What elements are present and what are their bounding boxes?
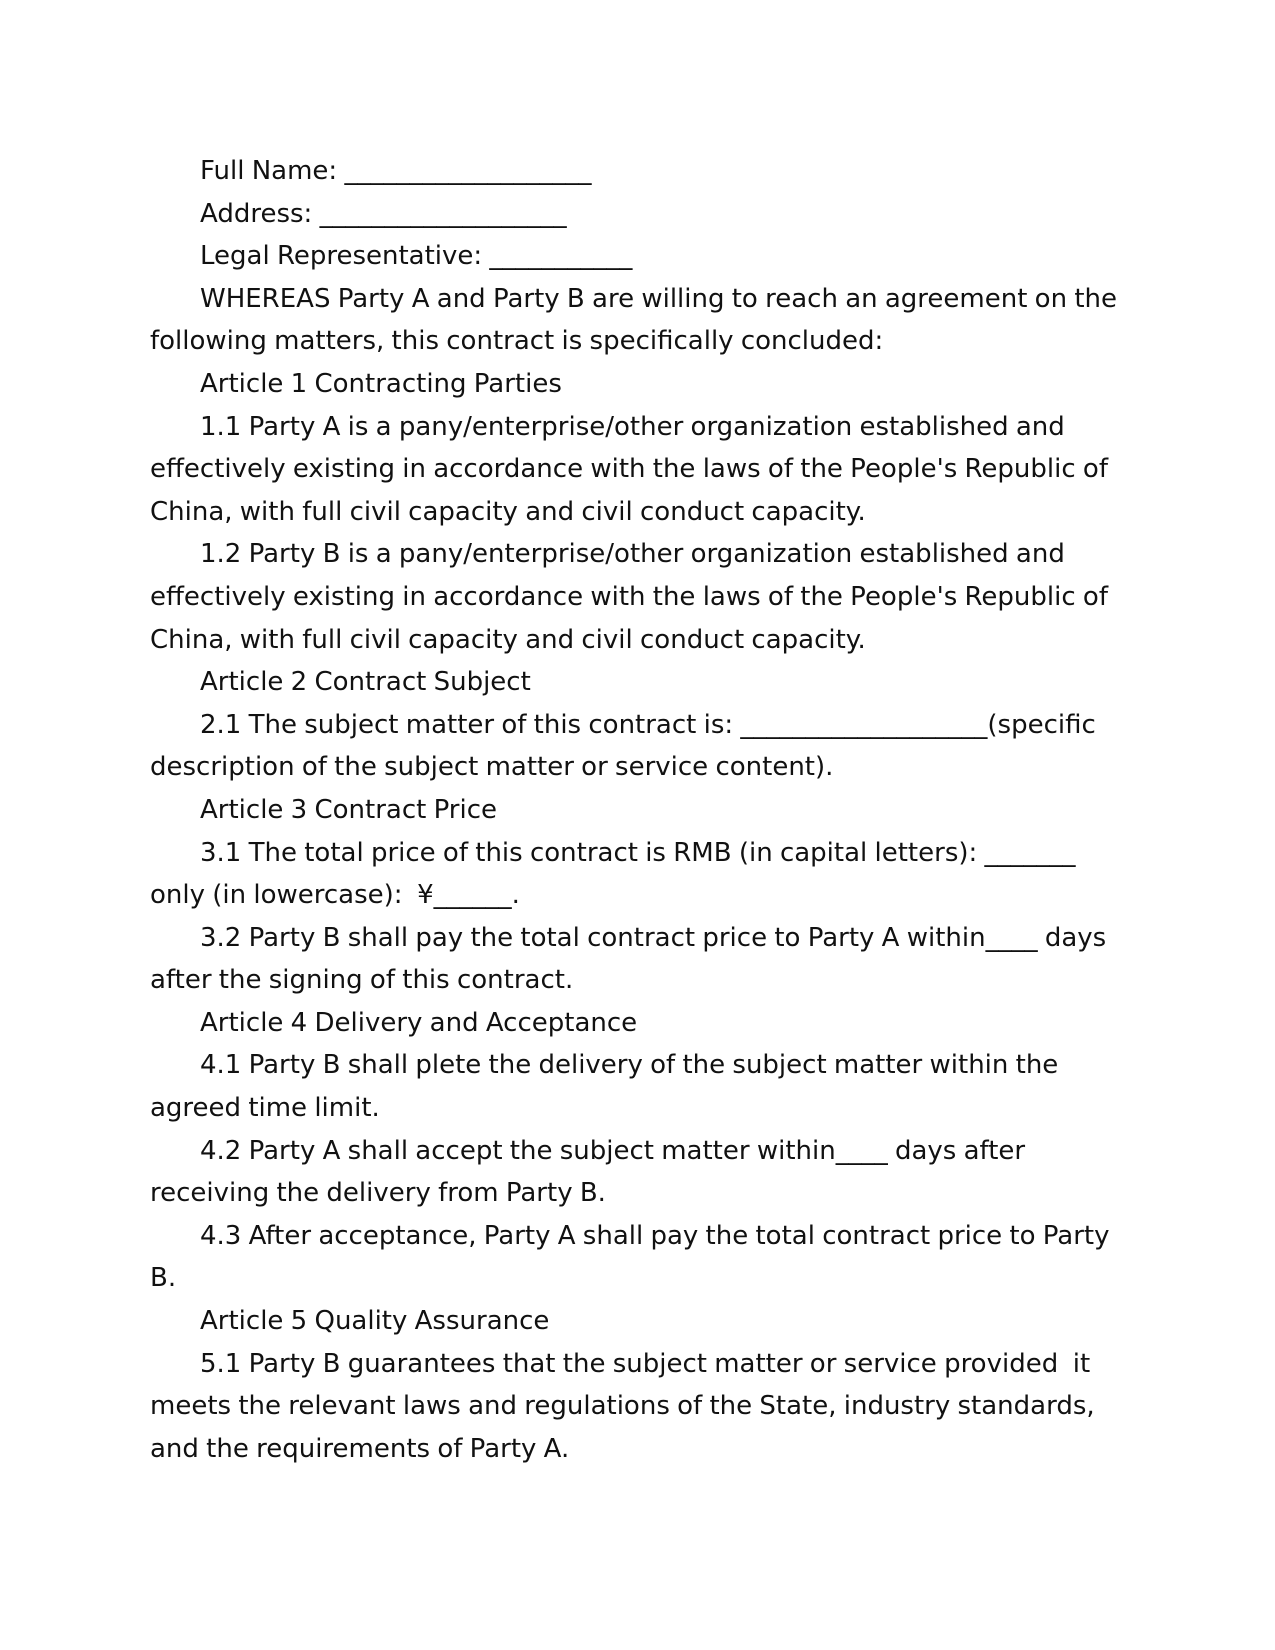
clause-3-2: 3.2 Party B shall pay the total contract price to Party A within____ days after the signing of this contract. — [150, 922, 1114, 996]
clause-3-1: 3.1 The total price of this contract is RMB (in capital letters): _______ only (in lowercase): ¥______. — [150, 837, 1083, 911]
clause-4-2: 4.2 Party A shall accept the subject matter within____ days after receiving the delivery from Party B. — [150, 1135, 1033, 1209]
clause-5-1: 5.1 Party B guarantees that the subject matter or service provided it meets the relevant laws and regulations of the State, industry standards, and the requirements of Party A. — [150, 1348, 1102, 1464]
clause-1-2: 1.2 Party B is a pany/enterprise/other organization established and effectively existing in accordance with the laws of the People's Republic of China, with full civil capacity and civil conduct capacity. — [150, 539, 1116, 655]
article-2-heading: Article 2 Contract Subject — [200, 667, 531, 698]
article-5-heading: Article 5 Quality Assurance — [200, 1306, 550, 1337]
clause-4-1: 4.1 Party B shall plete the delivery of the subject matter within the agreed time limit. — [150, 1050, 1066, 1124]
article-1-heading: Article 1 Contracting Parties — [200, 368, 562, 399]
article-3-heading: Article 3 Contract Price — [200, 794, 498, 825]
legal-representative-field-line: Legal Representative: ___________ — [200, 241, 633, 272]
document-body — [150, 150, 1125, 1470]
clause-4-3: 4.3 After acceptance, Party A shall pay the total contract price to Party B. — [150, 1220, 1117, 1294]
full-name-field-line: Full Name: ___________________ — [200, 156, 592, 186]
clause-2-1: 2.1 The subject matter of this contract is: ___________________(specific description of the subject matter or service content). — [150, 709, 1104, 783]
whereas-clause: WHEREAS Party A and Party B are willing to reach an agreement on the following matters, this contract is specifically concluded: — [150, 283, 1125, 357]
article-4-heading: Article 4 Delivery and Acceptance — [200, 1007, 638, 1038]
clause-1-1: 1.1 Party A is a pany/enterprise/other organization established and effectively existing in accordance with the laws of the People's Republic of China, with full civil capacity and civil conduct capacity. — [150, 411, 1116, 527]
address-field-line: Address: ___________________ — [200, 198, 567, 229]
